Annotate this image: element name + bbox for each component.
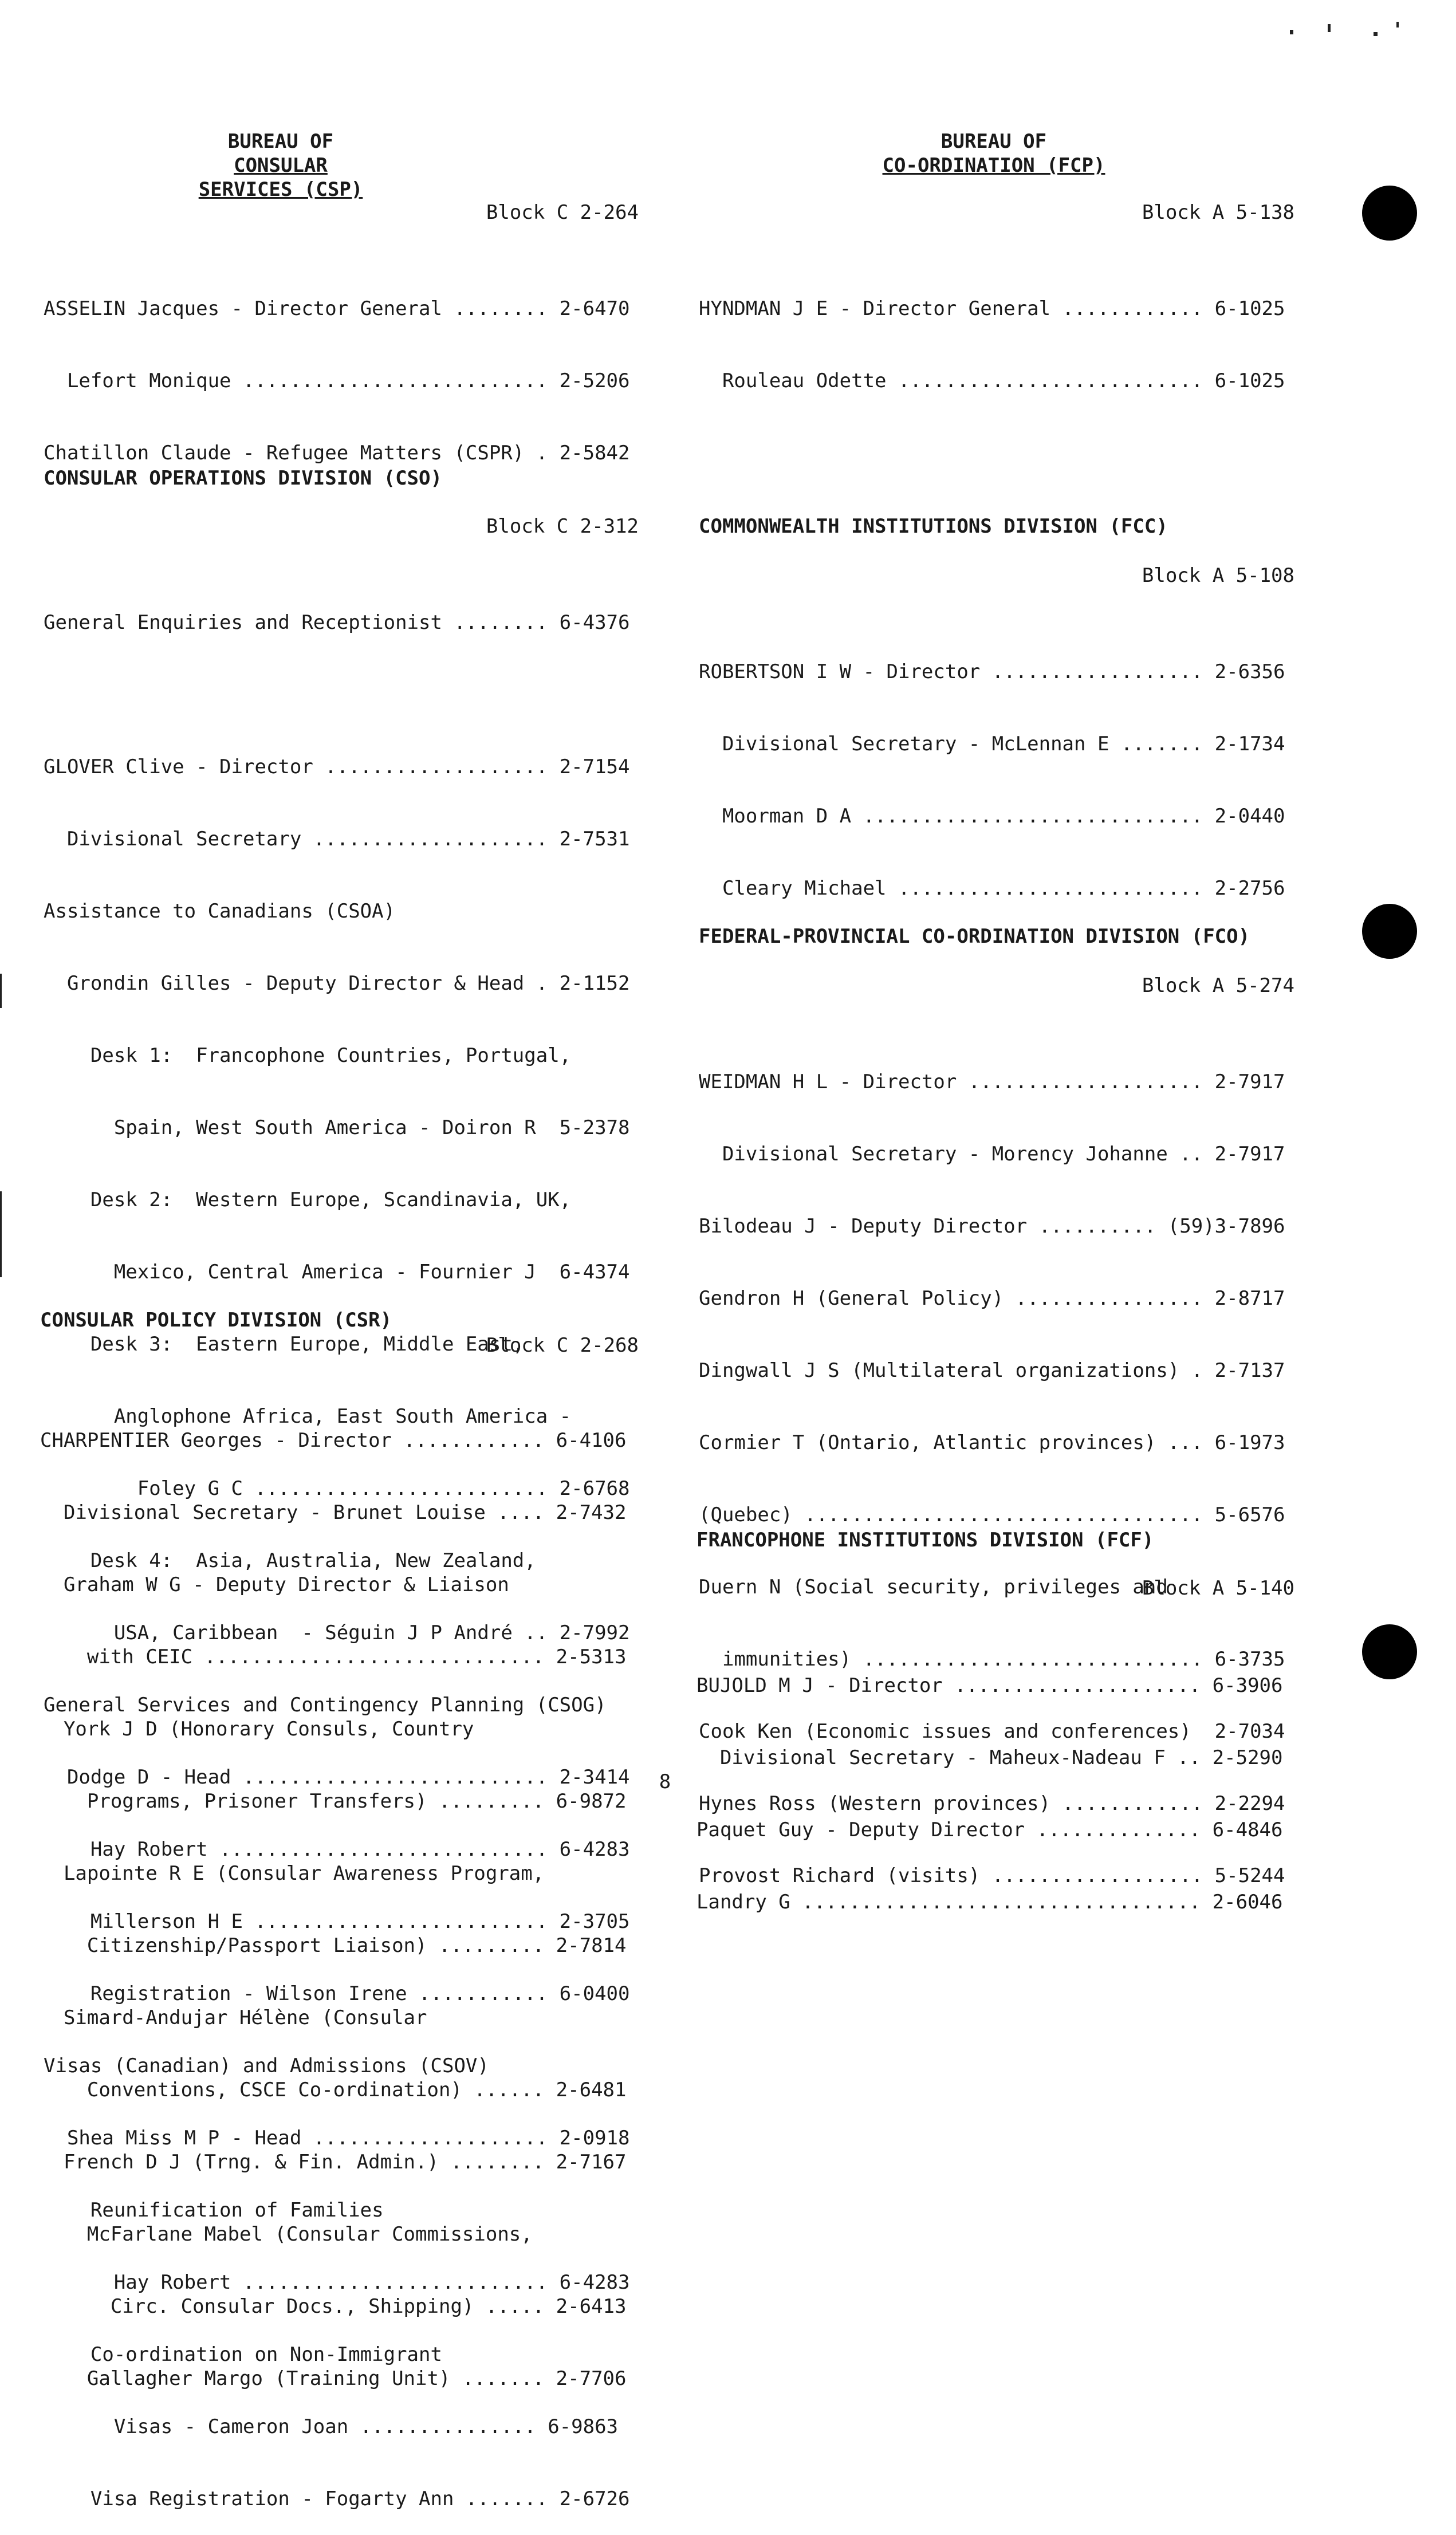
- fcc-block-location: Block A 5-108: [1142, 564, 1294, 587]
- list-item: ROBERTSON I W - Director .................. 2-6356: [699, 660, 1285, 683]
- list-item: Hay Robert .......................... 6-4283: [44, 2271, 630, 2294]
- csp-entries: [44, 249, 630, 489]
- list-item: Millerson H E ......................... 2-3705: [44, 1910, 630, 1933]
- fcp-title-line2: CO-ORDINATION (FCP): [882, 154, 1105, 177]
- list-item: Divisional Secretary - Morency Johanne .. 2-7917: [699, 1143, 1285, 1166]
- list-item: Spain, West South America - Doiron R 5-2378: [44, 1116, 630, 1139]
- list-item: Paquet Guy - Deputy Director .............. 6-4846: [696, 1818, 1283, 1841]
- list-item: WEIDMAN H L - Director .................... 2-7917: [699, 1070, 1285, 1093]
- list-item: Registration - Wilson Irene ........... 6-0400: [44, 1982, 630, 2005]
- fcc-heading: COMMONWEALTH INSTITUTIONS DIVISION (FCC): [699, 515, 1168, 538]
- list-item: Dingwall J S (Multilateral organizations) . 2-7137: [699, 1359, 1285, 1382]
- list-item: Mexico, Central America - Fournier J 6-4374: [44, 1261, 630, 1284]
- list-item: with CEIC ............................. 2-5313: [40, 1646, 627, 1668]
- scan-edge-mark: [0, 974, 2, 1008]
- list-item: Divisional Secretary - Maheux-Nadeau F .. 2-5290: [696, 1746, 1283, 1769]
- list-item: Gallagher Margo (Training Unit) ....... 2-7706: [40, 2367, 627, 2390]
- list-item: Divisional Secretary - Brunet Louise .... 2-7432: [40, 1501, 627, 1524]
- fcp-block-location: Block A 5-138: [1142, 201, 1294, 224]
- scan-speck: [1290, 30, 1293, 34]
- list-item: GLOVER Clive - Director ................... 2-7154: [44, 755, 630, 778]
- list-item: Duern N (Social security, privileges and: [699, 1576, 1168, 1599]
- list-item: Conventions, CSCE Co-ordination) ...... 2-6481: [40, 2079, 627, 2101]
- list-item: USA, Caribbean - Séguin J P André .. 2-7992: [44, 1621, 630, 1644]
- list-item: Grondin Gilles - Deputy Director & Head . 2-1152: [44, 972, 630, 995]
- list-item: General Enquiries and Receptionist ........ 6-4376: [44, 611, 630, 634]
- list-item: Citizenship/Passport Liaison) ......... 2-7814: [40, 1934, 627, 1957]
- list-item: Dodge D - Head .......................... 2-3414: [44, 1766, 630, 1789]
- list-item: Reunification of Families: [44, 2199, 384, 2222]
- list-item: Divisional Secretary - McLennan E ....... 2-1734: [699, 733, 1285, 755]
- list-item: Visas - Cameron Joan ............... 6-9863: [44, 2415, 619, 2438]
- list-item: McFarlane Mabel (Consular Commissions,: [40, 2223, 533, 2246]
- list-item: Cook Ken (Economic issues and conferences) 2-7034: [699, 1720, 1285, 1743]
- list-item: French D J (Trng. & Fin. Admin.) ........ 2-7167: [40, 2151, 627, 2174]
- fcf-entries: [696, 1625, 1283, 1938]
- list-item: Moorman D A ............................. 2-0440: [699, 805, 1285, 828]
- list-item: Gendron H (General Policy) ................ 2-8717: [699, 1287, 1285, 1310]
- list-item: immunities) ............................. 6-3735: [699, 1648, 1285, 1671]
- list-item: [44, 683, 630, 707]
- list-item: Foley G C ......................... 2-6768: [44, 1477, 630, 1500]
- list-item: Circ. Consular Docs., Shipping) ..... 2-6413: [40, 2295, 627, 2318]
- cso-heading: CONSULAR OPERATIONS DIVISION (CSO): [44, 467, 442, 490]
- list-item: Graham W G - Deputy Director & Liaison: [40, 1573, 509, 1596]
- list-item: Visas (Canadian) and Admissions (CSOV): [44, 2054, 489, 2077]
- fcf-heading: FRANCOPHONE INSTITUTIONS DIVISION (FCF): [696, 1529, 1154, 1552]
- list-item: ASSELIN Jacques - Director General ........ 2-6470: [44, 297, 630, 320]
- list-item: Rouleau Odette .......................... 6-1025: [699, 369, 1285, 392]
- cso-block-location: Block C 2-312: [486, 515, 639, 538]
- scan-speck: [1328, 24, 1331, 32]
- fcf-block-location: Block A 5-140: [1142, 1577, 1294, 1600]
- list-item: Programs, Prisoner Transfers) ......... 6-9872: [40, 1790, 627, 1813]
- fcp-entries: [699, 249, 1285, 417]
- list-item: General Services and Contingency Planning (CSOG): [44, 1694, 607, 1717]
- list-item: Desk 1: Francophone Countries, Portugal,: [44, 1044, 572, 1067]
- scan-edge-mark: [0, 1191, 2, 1277]
- list-item: Divisional Secretary .................... 2-7531: [44, 828, 630, 851]
- csp-title-line1: BUREAU OF: [227, 130, 334, 153]
- list-item: (Quebec) .................................. 5-6576: [699, 1503, 1285, 1526]
- csp-title-line2: CONSULAR SERVICES (CSP): [198, 154, 363, 201]
- list-item: Lapointe R E (Consular Awareness Program,: [40, 1862, 545, 1885]
- list-item: Assistance to Canadians (CSOA): [44, 900, 396, 923]
- list-item: Shea Miss M P - Head .................... 2-0918: [44, 2127, 630, 2150]
- fco-heading: FEDERAL-PROVINCIAL CO-ORDINATION DIVISION (FCO): [699, 925, 1250, 948]
- list-item: Visa Registration - Fogarty Ann ....... 2-6726: [44, 2487, 630, 2510]
- fco-block-location: Block A 5-274: [1142, 974, 1294, 997]
- list-item: Desk 2: Western Europe, Scandinavia, UK,: [44, 1188, 572, 1211]
- list-item: Desk 3: Eastern Europe, Middle East,: [44, 1333, 525, 1356]
- list-item: Provost Richard (visits) .................. 5-5244: [699, 1864, 1285, 1887]
- list-item: Landry G .................................. 2-6046: [696, 1891, 1283, 1914]
- fcp-title-line1: BUREAU OF: [941, 130, 1047, 153]
- csr-entries: [40, 1380, 627, 2415]
- list-item: Hynes Ross (Western provinces) ............ 2-2294: [699, 1792, 1285, 1815]
- page-number: 8: [659, 1770, 671, 1793]
- list-item: Simard-Andujar Hélène (Consular: [40, 2006, 427, 2029]
- list-item: Cleary Michael .......................... 2-2756: [699, 877, 1285, 900]
- list-item: Hay Robert ............................ 6-4283: [44, 1838, 630, 1861]
- fcc-entries: [699, 612, 1285, 924]
- csp-title: [195, 129, 367, 202]
- csp-block-location: Block C 2-264: [486, 201, 639, 224]
- csr-block-location: Block C 2-268: [486, 1334, 639, 1357]
- list-item: HYNDMAN J E - Director General ............ 6-1025: [699, 297, 1285, 320]
- list-item: Lefort Monique .......................... 2-5206: [44, 369, 630, 392]
- list-item: Anglophone Africa, East South America -: [44, 1405, 572, 1428]
- list-item: York J D (Honorary Consuls, Country: [40, 1718, 474, 1741]
- scan-speck: [1374, 32, 1378, 36]
- binder-hole-middle: [1362, 904, 1417, 959]
- binder-hole-bottom: [1362, 1624, 1417, 1679]
- list-item: Chatillon Claude - Refugee Matters (CSPR) . 2-5842: [44, 442, 630, 465]
- binder-hole-top: [1362, 186, 1417, 241]
- list-item: Desk 4: Asia, Australia, New Zealand,: [44, 1549, 536, 1572]
- list-item: BUJOLD M J - Director ..................... 6-3906: [696, 1674, 1283, 1697]
- fcp-title: [862, 129, 1126, 178]
- list-item: Cormier T (Ontario, Atlantic provinces) ... 6-1973: [699, 1431, 1285, 1454]
- list-item: CHARPENTIER Georges - Director ............ 6-4106: [40, 1429, 627, 1452]
- list-item: Bilodeau J - Deputy Director .......... (59)3-7896: [699, 1215, 1285, 1238]
- scan-speck: [1396, 22, 1399, 27]
- csr-heading: CONSULAR POLICY DIVISION (CSR): [40, 1309, 392, 1332]
- list-item: Co-ordination on Non-Immigrant: [44, 2343, 442, 2366]
